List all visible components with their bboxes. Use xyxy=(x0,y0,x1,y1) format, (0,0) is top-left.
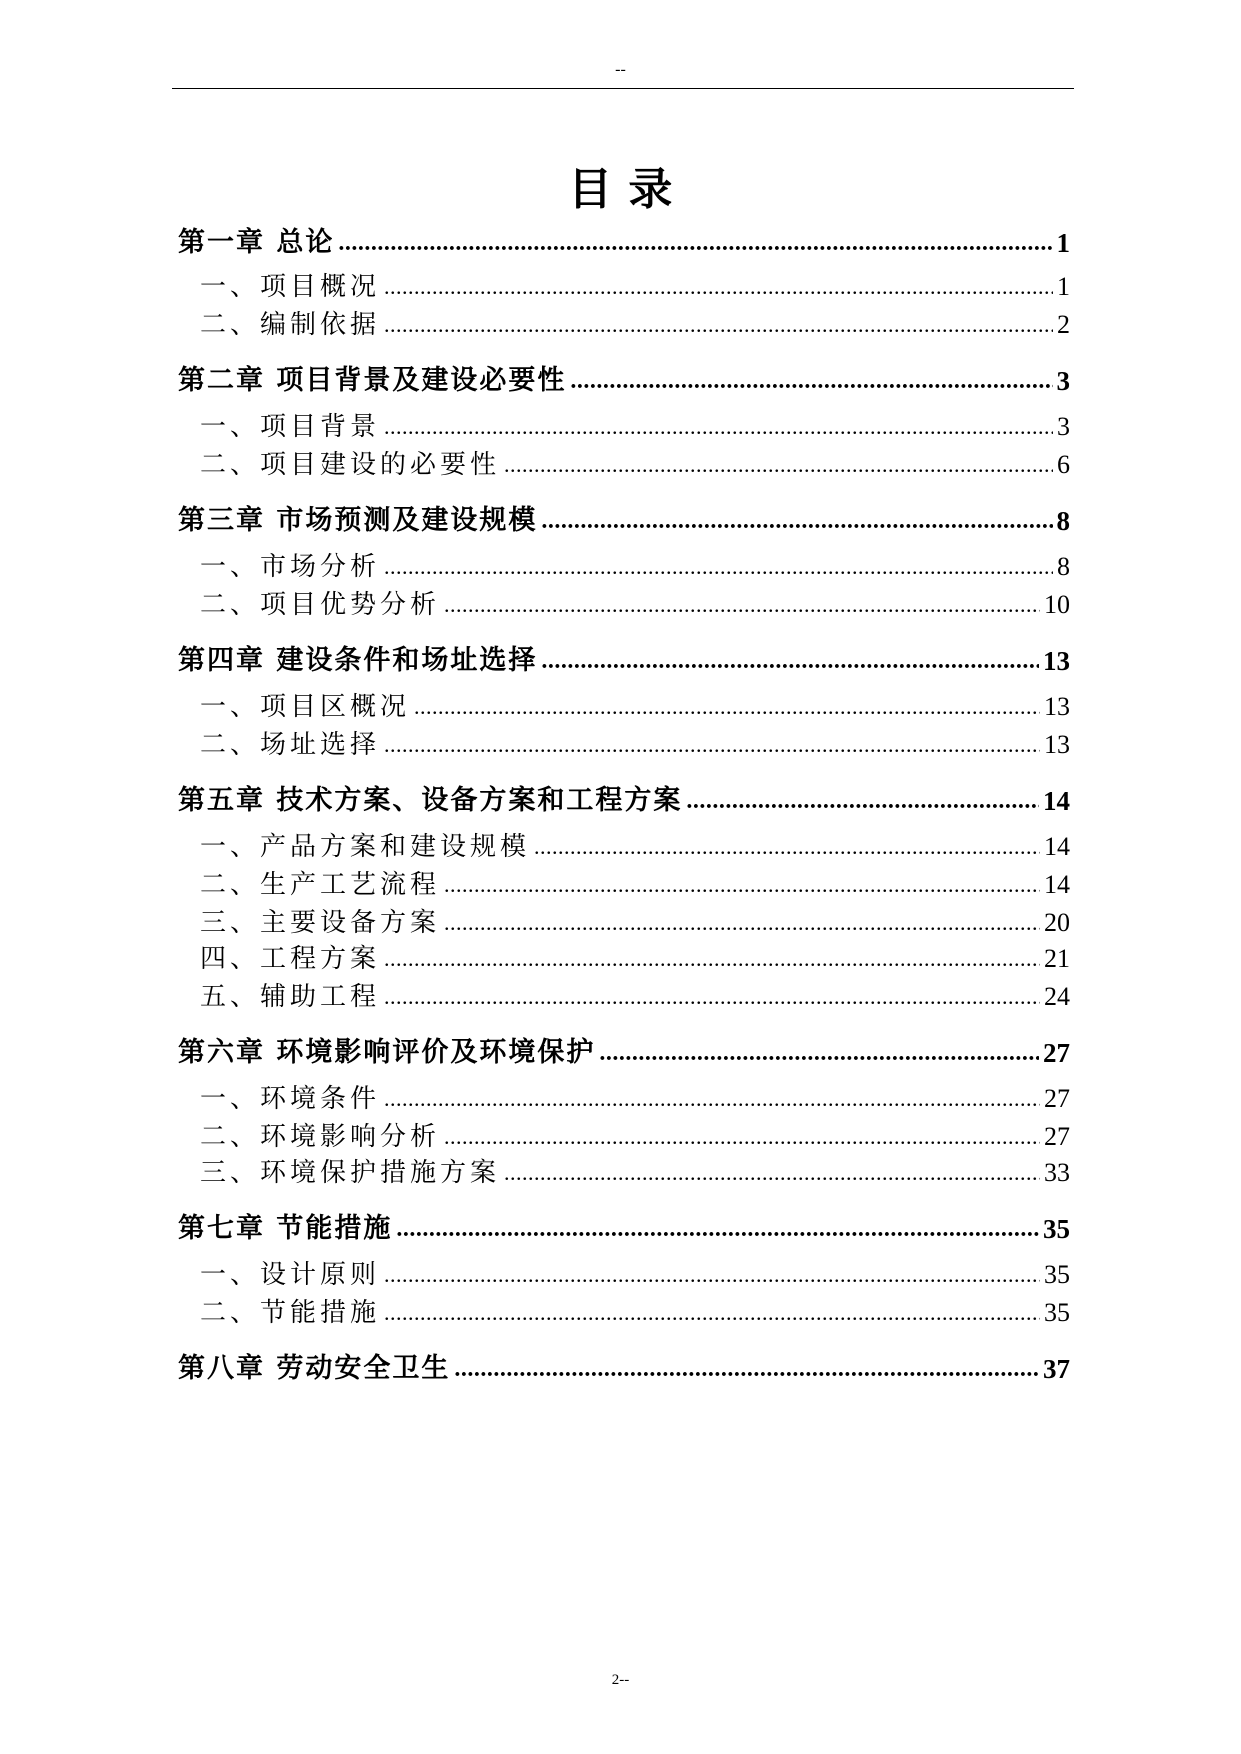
toc-entry-title: 二、编制依据 xyxy=(200,310,381,340)
toc-page-number: 35 xyxy=(1043,1214,1070,1244)
toc-page-number: 24 xyxy=(1044,982,1070,1011)
toc-section-entry[interactable] xyxy=(178,586,1070,622)
toc-dot-leader xyxy=(384,270,1053,304)
toc-entry-title: 第三章 市场预测及建设规模 xyxy=(178,505,538,536)
toc-page-number: 1 xyxy=(1057,272,1070,301)
toc-page-number: 6 xyxy=(1057,450,1070,479)
toc-dot-leader xyxy=(338,226,1052,260)
toc-page-number: 3 xyxy=(1056,366,1070,396)
toc-page-number: 10 xyxy=(1044,590,1070,619)
toc-entry-title: 二、场址选择 xyxy=(200,730,381,760)
toc-section-entry[interactable] xyxy=(178,688,1070,724)
toc-section-entry[interactable] xyxy=(178,446,1070,482)
toc-entry-title: 一、环境条件 xyxy=(200,1084,381,1114)
toc-entry-title: 一、项目区概况 xyxy=(200,692,411,722)
toc-section-entry[interactable] xyxy=(178,1294,1070,1330)
toc-section-entry[interactable] xyxy=(178,904,1070,940)
toc-dot-leader xyxy=(454,1352,1039,1386)
toc-section-entry[interactable] xyxy=(178,866,1070,902)
toc-page-number: 13 xyxy=(1044,730,1070,759)
toc-dot-leader xyxy=(414,690,1040,724)
toc-page-number: 1 xyxy=(1056,228,1070,258)
toc-page-number: 8 xyxy=(1057,552,1070,581)
toc-entry-title: 第八章 劳动安全卫生 xyxy=(178,1353,451,1384)
toc-page-number: 37 xyxy=(1043,1354,1070,1384)
toc-entry-title: 五、辅助工程 xyxy=(200,982,381,1012)
toc-entry-title: 一、市场分析 xyxy=(200,552,381,582)
toc-chapter-entry[interactable] xyxy=(178,224,1070,260)
toc-section-entry[interactable] xyxy=(178,548,1070,584)
toc-page-number: 13 xyxy=(1043,646,1070,676)
toc-section-entry[interactable] xyxy=(178,828,1070,864)
toc-entry-title: 一、项目概况 xyxy=(200,272,381,302)
toc-entry-title: 第七章 节能措施 xyxy=(178,1213,393,1244)
toc-page-number: 14 xyxy=(1044,832,1070,861)
toc-section-entry[interactable] xyxy=(178,408,1070,444)
toc-dot-leader xyxy=(444,906,1040,940)
toc-entry-title: 一、项目背景 xyxy=(200,412,381,442)
toc-chapter-entry[interactable] xyxy=(178,362,1070,398)
toc-chapter-entry[interactable] xyxy=(178,642,1070,678)
toc-dot-leader xyxy=(384,1296,1040,1330)
toc-page-number: 3 xyxy=(1057,412,1070,441)
toc-dot-leader xyxy=(504,1156,1040,1190)
page-footer: 2-- xyxy=(611,1672,630,1688)
header-rule xyxy=(172,88,1074,89)
toc-section-entry[interactable] xyxy=(178,1256,1070,1292)
toc-entry-title: 第一章 总论 xyxy=(178,227,335,258)
toc-section-entry[interactable] xyxy=(178,268,1070,304)
toc-dot-leader xyxy=(384,1258,1040,1292)
toc-section-entry[interactable] xyxy=(178,940,1070,976)
toc-entry-title: 二、环境影响分析 xyxy=(200,1122,441,1152)
toc-section-entry[interactable] xyxy=(178,978,1070,1014)
toc-entry-title: 第四章 建设条件和场址选择 xyxy=(178,645,538,676)
toc-dot-leader xyxy=(599,1036,1039,1070)
toc-page-number: 20 xyxy=(1044,908,1070,937)
toc-section-entry[interactable] xyxy=(178,1118,1070,1154)
toc-entry-title: 二、项目优势分析 xyxy=(200,590,441,620)
toc-dot-leader xyxy=(384,308,1053,342)
toc-dot-leader xyxy=(541,644,1039,678)
toc-dot-leader xyxy=(384,728,1040,762)
toc-entry-title: 一、设计原则 xyxy=(200,1260,381,1290)
toc-chapter-entry[interactable] xyxy=(178,502,1070,538)
toc-page-number: 27 xyxy=(1044,1122,1070,1151)
toc-page-number: 13 xyxy=(1044,692,1070,721)
toc-dot-leader xyxy=(686,784,1039,818)
toc-dot-leader xyxy=(384,410,1053,444)
toc-entry-title: 三、主要设备方案 xyxy=(200,908,441,938)
toc-chapter-entry[interactable] xyxy=(178,782,1070,818)
toc-dot-leader xyxy=(570,364,1052,398)
toc-chapter-entry[interactable] xyxy=(178,1210,1070,1246)
toc-dot-leader xyxy=(384,980,1040,1014)
toc-page-number: 33 xyxy=(1044,1158,1070,1187)
toc-page-number: 8 xyxy=(1056,506,1070,536)
toc-dot-leader xyxy=(396,1212,1039,1246)
toc-page-number: 27 xyxy=(1044,1084,1070,1113)
toc-dot-leader xyxy=(504,448,1053,482)
toc-section-entry[interactable] xyxy=(178,306,1070,342)
toc-entry-title: 二、节能措施 xyxy=(200,1298,381,1328)
toc-dot-leader xyxy=(444,1120,1040,1154)
toc-page-number: 2 xyxy=(1057,310,1070,339)
toc-chapter-entry[interactable] xyxy=(178,1034,1070,1070)
toc-section-entry[interactable] xyxy=(178,726,1070,762)
toc-dot-leader xyxy=(444,868,1040,902)
toc-entry-title: 第六章 环境影响评价及环境保护 xyxy=(178,1037,596,1068)
toc-page-number: 35 xyxy=(1044,1260,1070,1289)
toc-dot-leader xyxy=(541,504,1052,538)
toc-section-entry[interactable] xyxy=(178,1080,1070,1116)
toc-entry-title: 四、工程方案 xyxy=(200,944,381,974)
toc-dot-leader xyxy=(384,550,1053,584)
page-header: -- xyxy=(615,61,626,78)
toc-entry-title: 第二章 项目背景及建设必要性 xyxy=(178,365,567,396)
toc-entry-title: 二、生产工艺流程 xyxy=(200,870,441,900)
toc-entry-title: 第五章 技术方案、设备方案和工程方案 xyxy=(178,785,683,816)
toc-section-entry[interactable] xyxy=(178,1154,1070,1190)
toc-dot-leader xyxy=(534,830,1040,864)
toc-dot-leader xyxy=(384,942,1040,976)
toc-page-number: 27 xyxy=(1043,1038,1070,1068)
toc-page-number: 14 xyxy=(1043,786,1070,816)
toc-title: 目 录 xyxy=(568,164,673,215)
toc-dot-leader xyxy=(384,1082,1040,1116)
toc-page-number: 35 xyxy=(1044,1298,1070,1327)
toc-page-number: 14 xyxy=(1044,870,1070,899)
toc-chapter-entry[interactable] xyxy=(178,1350,1070,1386)
toc-entry-title: 二、项目建设的必要性 xyxy=(200,450,501,480)
toc-entry-title: 三、环境保护措施方案 xyxy=(200,1158,501,1188)
toc-page-number: 21 xyxy=(1044,944,1070,973)
toc-entry-title: 一、产品方案和建设规模 xyxy=(200,832,531,862)
toc-dot-leader xyxy=(444,588,1040,622)
